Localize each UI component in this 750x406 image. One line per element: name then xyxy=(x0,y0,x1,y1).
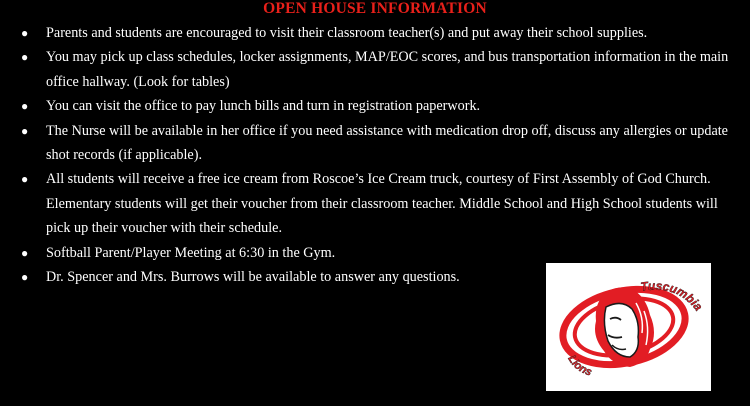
list-item xyxy=(0,241,546,265)
logo-text-bottom: Lions xyxy=(565,353,594,379)
bullet-icon: ● xyxy=(21,172,29,187)
list-item xyxy=(0,265,546,289)
list-item xyxy=(0,45,745,94)
bullet-icon: ● xyxy=(21,26,29,40)
lion-logo-icon xyxy=(546,263,711,391)
list-item xyxy=(0,94,745,118)
list-item-text: You can visit the office to pay lunch bills and turn in registration paperwork. xyxy=(46,98,481,115)
list-item xyxy=(0,119,745,168)
list-item xyxy=(0,167,745,240)
list-item-text: Parents and students are encouraged to visit their classroom teacher(s) and put away their school supplies. xyxy=(46,25,648,41)
bullet-icon: ● xyxy=(21,123,29,138)
bullet-icon: ● xyxy=(21,50,29,65)
bullet-icon: ● xyxy=(21,270,29,285)
bullet-icon: ● xyxy=(21,99,29,114)
logo-text-top: Tuscumbia xyxy=(639,278,706,314)
list-item xyxy=(0,21,745,45)
list-item-text: All students will receive a free ice cream from Roscoe’s Ice Cream truck, courtesy of First Assembly of God Church. Elementary students will get their voucher from their classroom teacher. Middle School and High School students will pick up their voucher with their schedule. xyxy=(46,171,718,237)
school-logo xyxy=(546,263,711,391)
info-list xyxy=(0,21,745,289)
list-item-text: Dr. Spencer and Mrs. Burrows will be available to answer any questions. xyxy=(46,269,460,286)
list-item-text: The Nurse will be available in her office if you need assistance with medication drop off, discuss any allergies or update shot records (if applicable). xyxy=(46,122,728,164)
page-title: OPEN HOUSE INFORMATION xyxy=(263,0,487,17)
bullet-icon: ● xyxy=(21,245,29,260)
list-item-text: Softball Parent/Player Meeting at 6:30 in the Gym. xyxy=(46,244,336,261)
list-item-text: You may pick up class schedules, locker assignments, MAP/EOC scores, and bus transportation information in the main office hallway. (Look for tables) xyxy=(46,49,729,90)
